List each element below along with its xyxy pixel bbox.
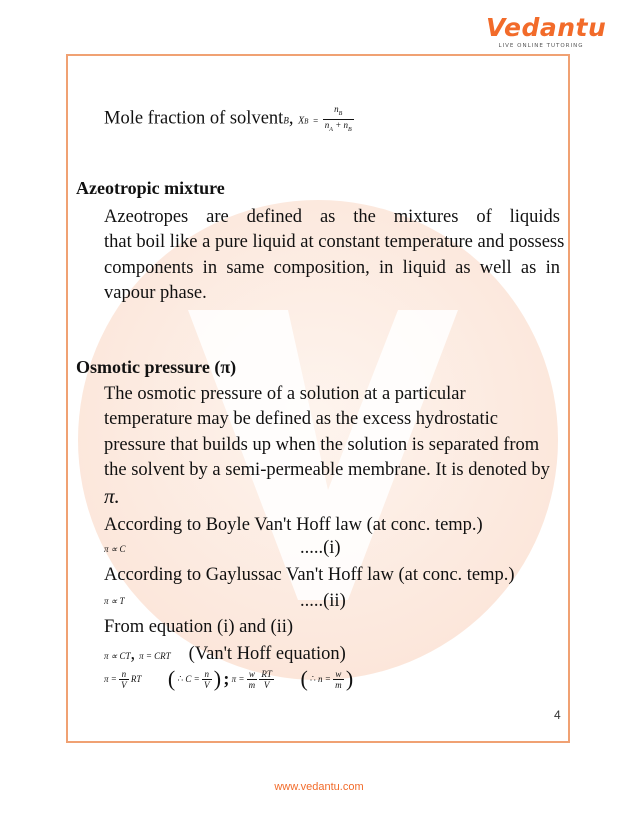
equation-3-line [104, 642, 346, 667]
brand-logo[interactable] [486, 13, 607, 49]
frac-v-3: V [263, 679, 270, 690]
equation-3-comma: , [130, 644, 136, 664]
mole-fraction-comma: , [288, 108, 294, 129]
frac-n-over-v-2 [202, 669, 212, 690]
frac-n: n [119, 669, 129, 680]
n-eq: n = [318, 674, 331, 684]
frac-w: w [247, 669, 258, 680]
osmotic-line-4: the solvent by a semi-permeable membrane. It is denoted by [104, 460, 550, 480]
azeotropic-line-2: that boil like a pure liquid at constant temperature and possess [104, 232, 565, 252]
footer-url[interactable]: www.vedantu.com [274, 781, 364, 793]
equation-1: π ∝ C [104, 544, 126, 554]
frac-num: n [334, 104, 339, 114]
frac-den-plus: + n [335, 119, 349, 130]
frac-w-over-m-2 [333, 669, 344, 690]
frac-den-sub-b: B [348, 126, 352, 133]
frac-n-over-v [119, 669, 129, 690]
c-eq: C = [185, 674, 200, 684]
frac-w-2: w [333, 669, 344, 680]
mole-fraction-eq: = [313, 115, 319, 126]
equation-2-tag: .....(ii) [300, 591, 346, 611]
mole-fraction-formula [323, 104, 354, 135]
therefore-1: ∴ [177, 673, 184, 684]
frac-m: m [248, 679, 256, 690]
azeotropic-line-1: Azeotropes are defined as the mixtures of liquids [104, 207, 560, 227]
frac-den-sub-a: A [329, 126, 333, 133]
frac-v-2: V [204, 679, 210, 690]
logo-wordmark: Vedantu [486, 13, 607, 42]
osmotic-line-1: The osmotic pressure of a solution at a particular [104, 384, 466, 404]
paren-close-2: ) [345, 666, 354, 691]
gaylussac-law-text: According to Gaylussac Van't Hoff law (at conc. temp.) [104, 565, 515, 585]
final-formula-line [104, 668, 353, 690]
frac-rt-over-v [259, 669, 274, 690]
mole-fraction-var-sub: B [304, 117, 309, 126]
frac-m-2: m [335, 679, 342, 690]
final-pi-eq: π = [104, 674, 117, 684]
therefore-2: ∴ [310, 673, 316, 684]
frac-n-2: n [202, 669, 212, 680]
mole-fraction-sub: B [283, 115, 289, 126]
final-rt: RT [130, 674, 142, 684]
paren-close-1: ) [213, 666, 222, 691]
semicolon: ; [223, 668, 230, 689]
from-equation-text: From equation (i) and (ii) [104, 617, 294, 637]
equation-3a: π ∝ CT [104, 651, 131, 661]
mole-fraction-line [104, 104, 354, 135]
frac-num-sub: B [338, 110, 343, 117]
frac-w-over-m [247, 669, 258, 690]
pi-symbol: π. [104, 484, 120, 508]
boyle-law-text: According to Boyle Van't Hoff law (at conc. temp.) [104, 515, 483, 535]
azeotropic-heading: Azeotropic mixture [76, 178, 225, 198]
osmotic-heading: Osmotic pressure (π) [76, 357, 237, 377]
final-pi-eq-2: π = [231, 674, 245, 684]
azeotropic-line-4: vapour phase. [104, 283, 207, 303]
frac-den: n [324, 119, 330, 130]
equation-3b: π = CRT [139, 651, 171, 661]
vant-hoff-note: (Van't Hoff equation) [188, 644, 346, 664]
osmotic-line-3: pressure that builds up when the solution is separated from [104, 435, 540, 455]
mole-fraction-label: Mole fraction of solvent [104, 108, 284, 129]
frac-v: V [121, 679, 127, 690]
equation-1-tag: .....(i) [300, 538, 341, 558]
paren-open-2: ( [300, 666, 308, 691]
osmotic-line-2: temperature may be defined as the excess hydrostatic [104, 409, 498, 429]
page-number: 4 [554, 708, 561, 722]
frac-rt: RT [261, 668, 272, 679]
paren-open-1: ( [167, 666, 176, 691]
equation-2: π ∝ T [104, 596, 125, 606]
mole-fraction-var: X [298, 115, 305, 127]
logo-tagline: LIVE ONLINE TUTORING [498, 43, 584, 49]
azeotropic-line-3: components in same composition, in liquid as well as in [104, 258, 560, 278]
